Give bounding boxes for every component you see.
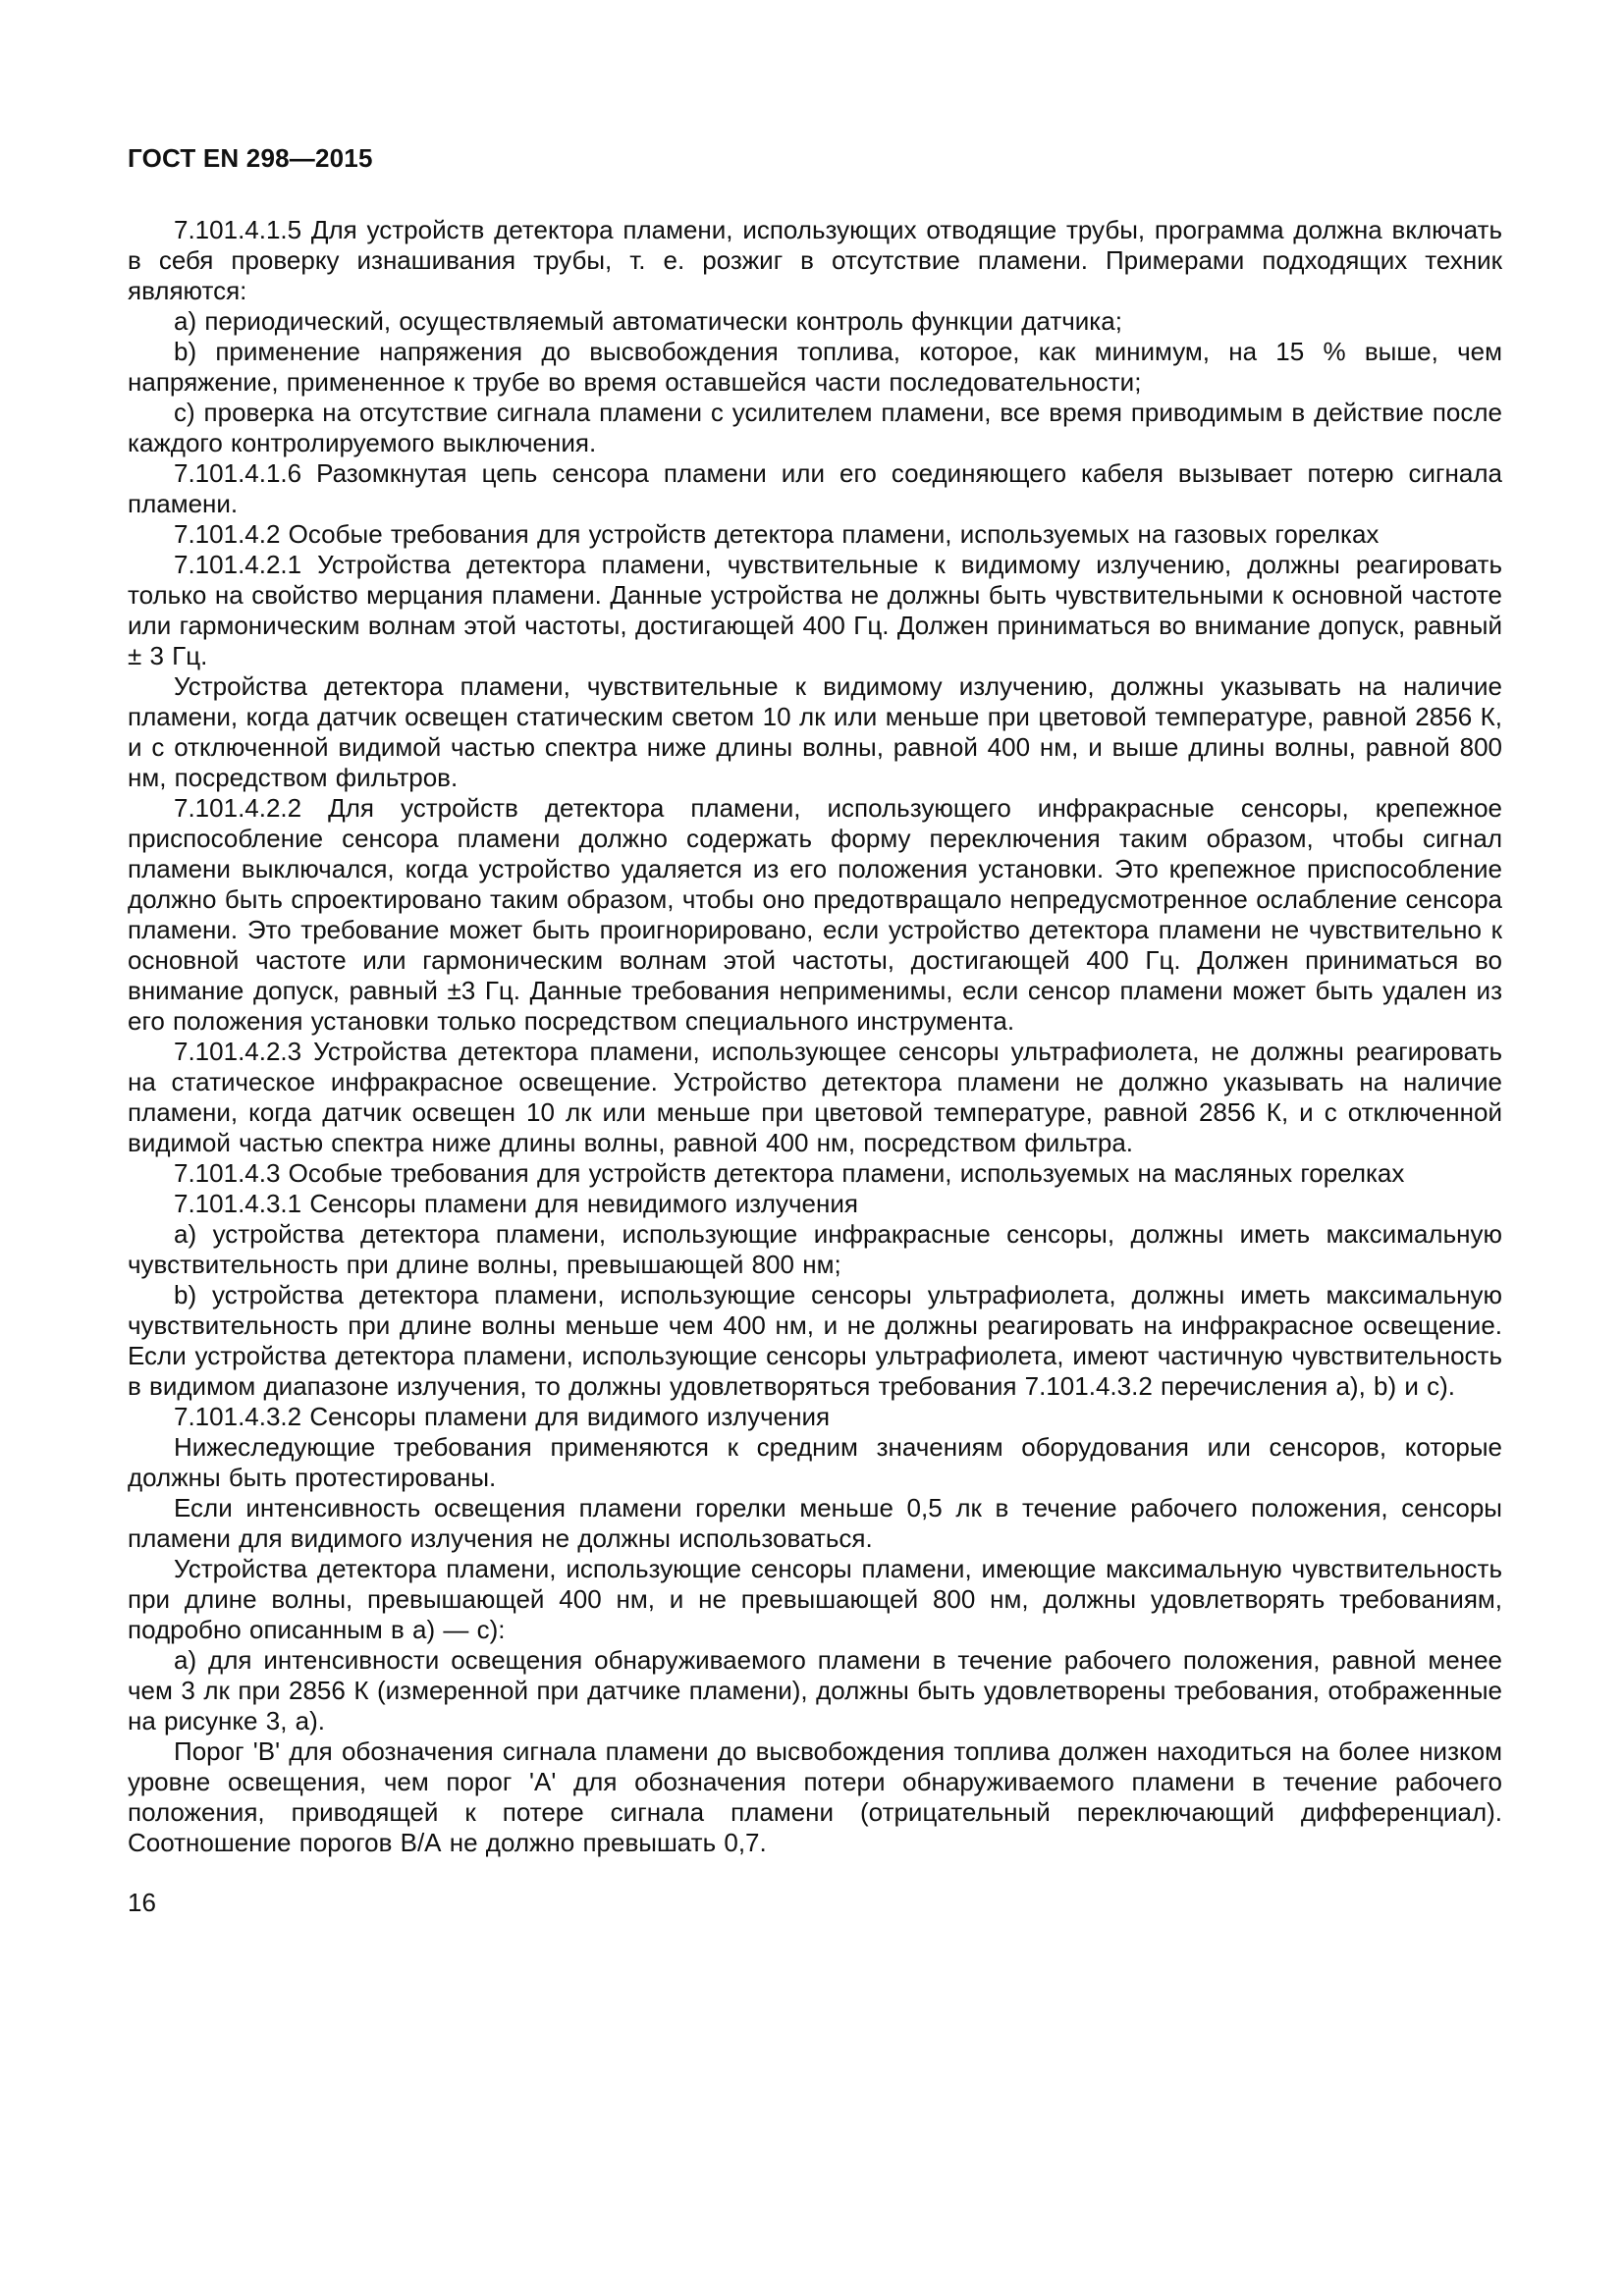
paragraph: 7.101.4.2.3 Устройства детектора пламени, использующее сенсоры ультрафиолета, не должны реагировать на статическое инфракрасное освещение. Устройство детектора пламени не должно указывать на наличие пламени, когда датчик освещен 10 лк или меньше при цветовой температуре, равной 2856 К, и с отключенной видимой частью спектра ниже длины волны, равной 400 нм, посредством фильтра. (128, 1037, 1502, 1157)
list-item: b) применение напряжения до высвобождения топлива, которое, как минимум, на 15 % выше, чем напряжение, примененное к трубе во время оставшейся части последовательности; (128, 337, 1502, 397)
paragraph: Устройства детектора пламени, чувствительные к видимому излучению, должны указывать на наличие пламени, когда датчик освещен статическим светом 10 лк или меньше при цветовой температуре, равной 2856 К, и с отключенной видимой частью спектра ниже длины волны, равной 400 нм, и выше длины волны, равной 800 нм, посредством фильтров. (128, 671, 1502, 792)
paragraph: 7.101.4.1.5 Для устройств детектора пламени, использующих отводящие трубы, программа должна включать в себя проверку изнашивания трубы, т. е. розжиг в отсутствие пламени. Примерами подходящих техник являются: (128, 215, 1502, 305)
paragraph: Порог 'B' для обозначения сигнала пламени до высвобождения топлива должен находиться на более низком уровне освещения, чем порог 'A' для обозначения потери обнаруживаемого пламени в течение рабочего положения, приводящей к потере сигнала пламени (отрицательный переключающий дифференциал). Соотношение порогов В/А не должно превышать 0,7. (128, 1736, 1502, 1857)
section-heading: 7.101.4.3.2 Сенсоры пламени для видимого излучения (174, 1402, 831, 1431)
paragraph: 7.101.4.2.2 Для устройств детектора пламени, использующего инфракрасные сенсоры, крепежное приспособление сенсора пламени должно содержать форму переключения таким образом, чтобы сигнал пламени выключался, когда устройство удаляется из его положения установки. Это крепежное приспособление должно быть спроектировано таким образом, чтобы оно предотвращало непредусмотренное ослабление сенсора пламени. Это требование может быть проигнорировано, если устройство детектора пламени не чувствительно к основной частоте или гармоническим волнам этой частоты, достигающей 400 Гц. Должен приниматься во внимание допуск, равный ±3 Гц. Данные требования неприменимы, если сенсор пламени может быть удален из его положения установки только посредством специального инструмента. (128, 793, 1502, 1036)
paragraph: 7.101.4.1.6 Разомкнутая цепь сенсора пламени или его соединяющего кабеля вызывает потерю сигнала пламени. (128, 458, 1502, 518)
document-header: ГОСТ EN 298—2015 (128, 143, 373, 173)
list-item: а) для интенсивности освещения обнаруживаемого пламени в течение рабочего положения, равной менее чем 3 лк при 2856 К (измеренной при датчике пламени), должны быть удовлетворены требования, отображенные на рисунке 3, а). (128, 1645, 1502, 1735)
page-number: 16 (128, 1888, 156, 1917)
list-item: с) проверка на отсутствие сигнала пламени с усилителем пламени, все время приводимым в действие после каждого контролируемого выключения. (128, 398, 1502, 457)
paragraph: Устройства детектора пламени, использующие сенсоры пламени, имеющие максимальную чувствительность при длине волны, превышающей 400 нм, и не превышающей 800 нм, должны удовлетворять требованиям, подробно описанным в а) — с): (128, 1554, 1502, 1644)
paragraph: Нижеследующие требования применяются к средним значениям оборудования или сенсоров, которые должны быть протестированы. (128, 1432, 1502, 1492)
list-item: а) устройства детектора пламени, использующие инфракрасные сенсоры, должны иметь максимальную чувствительность при длине волны, превышающей 800 нм; (128, 1219, 1502, 1279)
document-body (128, 215, 1502, 1858)
section-heading: 7.101.4.2 Особые требования для устройств детектора пламени, используемых на газовых горелках (174, 519, 1380, 549)
section-heading: 7.101.4.3 Особые требования для устройств детектора пламени, используемых на масляных горелках (174, 1158, 1405, 1188)
list-item: а) периодический, осуществляемый автоматически контроль функции датчика; (174, 306, 1122, 336)
list-item: b) устройства детектора пламени, использующие сенсоры ультрафиолета, должны иметь максимальную чувствительность при длине волны меньше чем 400 нм, и не должны реагировать на инфракрасное освещение. Если устройства детектора пламени, использующие сенсоры ультрафиолета, имеют частичную чувствительность в видимом диапазоне излучения, то должны удовлетворяться требования 7.101.4.3.2 перечисления а), b) и с). (128, 1280, 1502, 1401)
paragraph: Если интенсивность освещения пламени горелки меньше 0,5 лк в течение рабочего положения, сенсоры пламени для видимого излучения не должны использоваться. (128, 1493, 1502, 1553)
section-heading: 7.101.4.3.1 Сенсоры пламени для невидимого излучения (174, 1189, 858, 1218)
paragraph: 7.101.4.2.1 Устройства детектора пламени, чувствительные к видимому излучению, должны реагировать только на свойство мерцания пламени. Данные устройства не должны быть чувствительными к основной частоте или гармоническим волнам этой частоты, достигающей 400 Гц. Должен приниматься во внимание допуск, равный ± 3 Гц. (128, 550, 1502, 670)
